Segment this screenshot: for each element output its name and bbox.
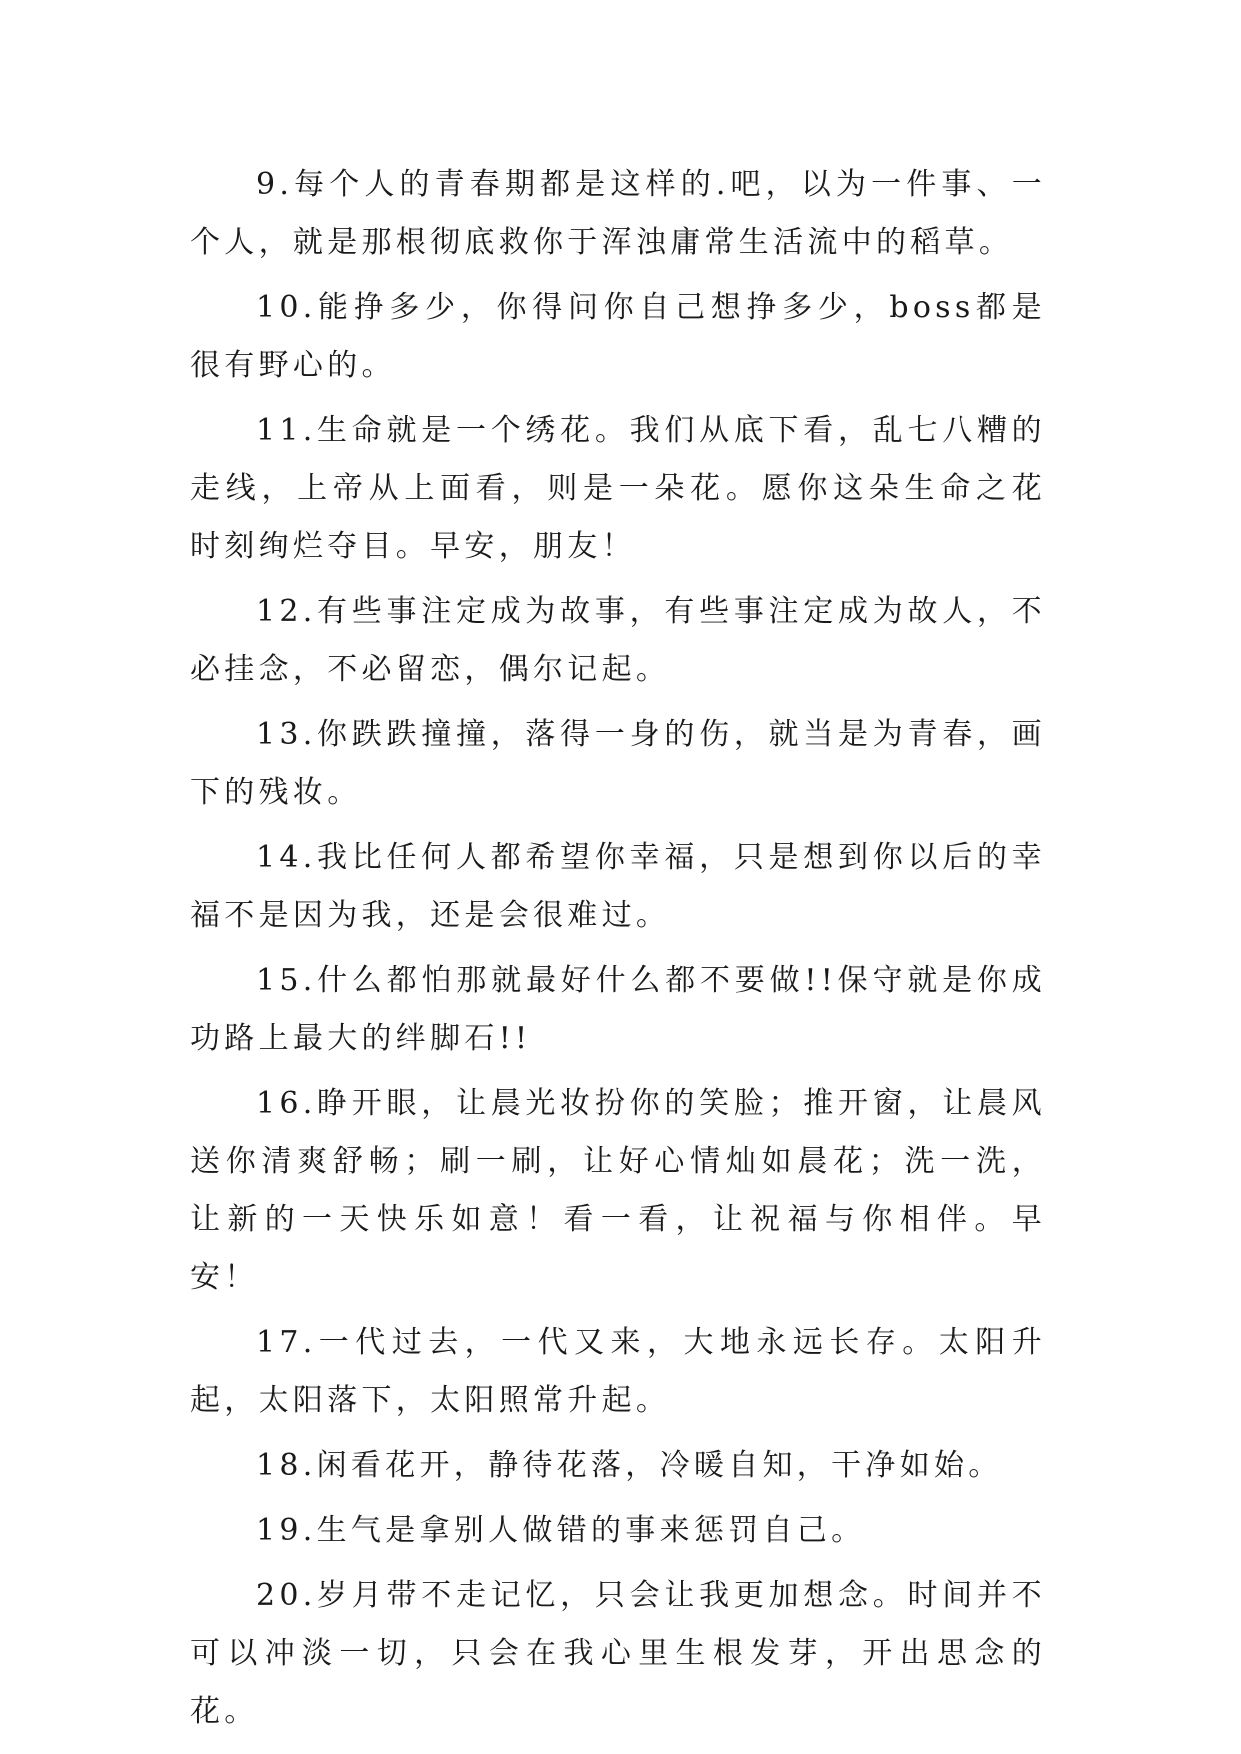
paragraph-9: 9.每个人的青春期都是这样的.吧，以为一件事、一个人，就是那根彻底救你于浑浊庸常生活流中的稻草。 xyxy=(190,167,1046,260)
paragraph-10: 10.能挣多少，你得问你自己想挣多少，boss都是很有野心的。 xyxy=(190,290,1046,383)
paragraph-18: 18.闲看花开，静待花落，冷暖自知，干净如始。 xyxy=(256,1448,1003,1483)
paragraph-11: 11.生命就是一个绣花。我们从底下看，乱七八糟的走线，上帝从上面看，则是一朵花。愿你这朵生命之花时刻绚烂夺目。早安，朋友！ xyxy=(190,413,1046,564)
paragraph-14: 14.我比任何人都希望你幸福，只是想到你以后的幸福不是因为我，还是会很难过。 xyxy=(190,840,1046,933)
paragraph-13: 13.你跌跌撞撞，落得一身的伤，就当是为青春，画下的残妆。 xyxy=(190,717,1046,810)
paragraph-12: 12.有些事注定成为故事，有些事注定成为故人，不必挂念，不必留恋，偶尔记起。 xyxy=(190,594,1046,687)
paragraph-20: 20.岁月带不走记忆，只会让我更加想念。时间并不可以冲淡一切，只会在我心里生根发芽，开出思念的花。 xyxy=(190,1578,1046,1729)
paragraph-15: 15.什么都怕那就最好什么都不要做!!保守就是你成功路上最大的绊脚石!! xyxy=(190,963,1046,1056)
document-body xyxy=(190,156,1046,1748)
paragraph-16: 16.睁开眼，让晨光妆扮你的笑脸；推开窗，让晨风送你清爽舒畅；刷一刷，让好心情灿如晨花；洗一洗，让新的一天快乐如意！看一看，让祝福与你相伴。早安！ xyxy=(190,1086,1046,1295)
paragraph-17: 17.一代过去，一代又来，大地永远长存。太阳升起，太阳落下，太阳照常升起。 xyxy=(190,1325,1046,1418)
paragraph-19: 19.生气是拿别人做错的事来惩罚自己。 xyxy=(256,1513,866,1548)
